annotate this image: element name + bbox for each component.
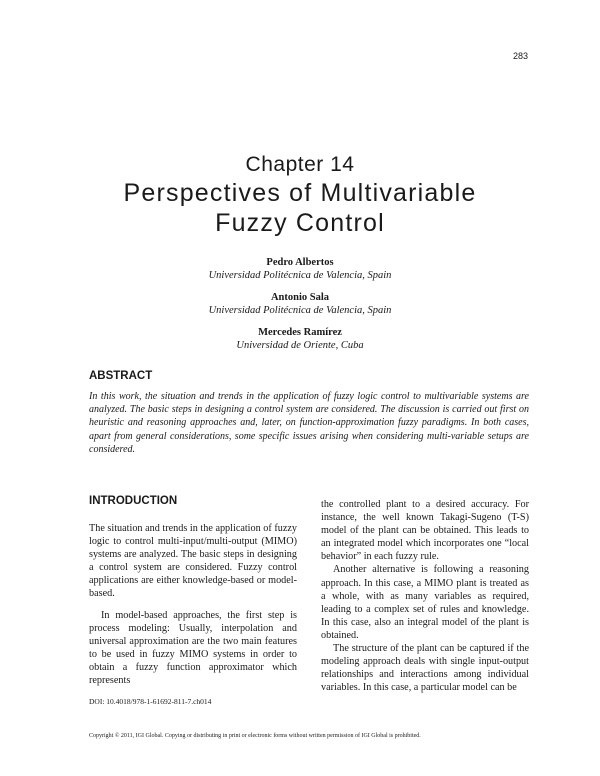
chapter-title-line-1: Perspectives of Multivariable <box>123 179 477 207</box>
author-affiliation: Universidad de Oriente, Cuba <box>236 340 364 351</box>
body-column-right <box>321 498 529 694</box>
paragraph: In model-based approaches, the first step is process modeling: Usually, interpolation and universal approximation are the two main features to be used in fuzzy MIMO systems in order to obtain a fuzzy function approximator which represents <box>89 609 297 687</box>
author-name: Pedro Albertos <box>266 257 334 268</box>
introduction-heading: INTRODUCTION <box>89 495 178 507</box>
author-block <box>0 291 600 317</box>
author-name: Antonio Sala <box>270 292 330 303</box>
paragraph: The situation and trends in the application of fuzzy logic to control multi-input/multi-output (MIMO) systems are analyzed. The basic steps in designing a control system are considered. Fuzzy control applications are either knowledge-based or model-based. <box>89 523 297 600</box>
page-number: 283 <box>512 51 528 61</box>
author-block <box>0 326 600 352</box>
paragraph: Another alternative is following a reasoning approach. In this case, a MIMO plant is treated as a whole, with as many variables as required, leading to a complex set of rules and knowledge. In this case, also an integral model of the plant is obtained. <box>321 564 529 641</box>
author-affiliation: Universidad Politécnica de Valencia, Spain <box>208 305 392 316</box>
chapter-title <box>0 178 600 238</box>
chapter-title-line-2: Fuzzy Control <box>215 209 385 237</box>
paragraph: the controlled plant to a desired accuracy. For instance, the well known Takagi-Sugeno (T-S) model of the plant can be obtained. This leads to an integrated model which incorporates one “local behavior” in each fuzzy rule. <box>321 499 529 563</box>
abstract-text: In this work, the situation and trends in the application of fuzzy logic control to multivariable systems are analyzed. The basic steps in designing a control system are considered. The discussion is carried out first on heuristic and reasoning approaches and, later, on function-approximation fuzzy paradigms. In both cases, apart from general considerations, some specific issues arising when considering multi-variable setups are considered. <box>89 391 529 455</box>
chapter-label: Chapter 14 <box>245 153 355 176</box>
author-block <box>0 256 600 282</box>
paragraph: The structure of the plant can be captured if the modeling approach deals with single input-output relationships and interactions among individual variables. In this case, a particular model can be <box>321 643 529 694</box>
author-name: Mercedes Ramírez <box>258 327 342 338</box>
body-column-left <box>89 522 297 687</box>
copyright-notice: Copyright © 2011, IGI Global. Copying or distributing in print or electronic forms without written permission of IGI Global is prohibited. <box>89 733 421 739</box>
author-affiliation: Universidad Politécnica de Valencia, Spain <box>208 270 392 281</box>
doi: DOI: 10.4018/978-1-61692-811-7.ch014 <box>89 697 212 706</box>
abstract-heading: ABSTRACT <box>89 370 153 382</box>
